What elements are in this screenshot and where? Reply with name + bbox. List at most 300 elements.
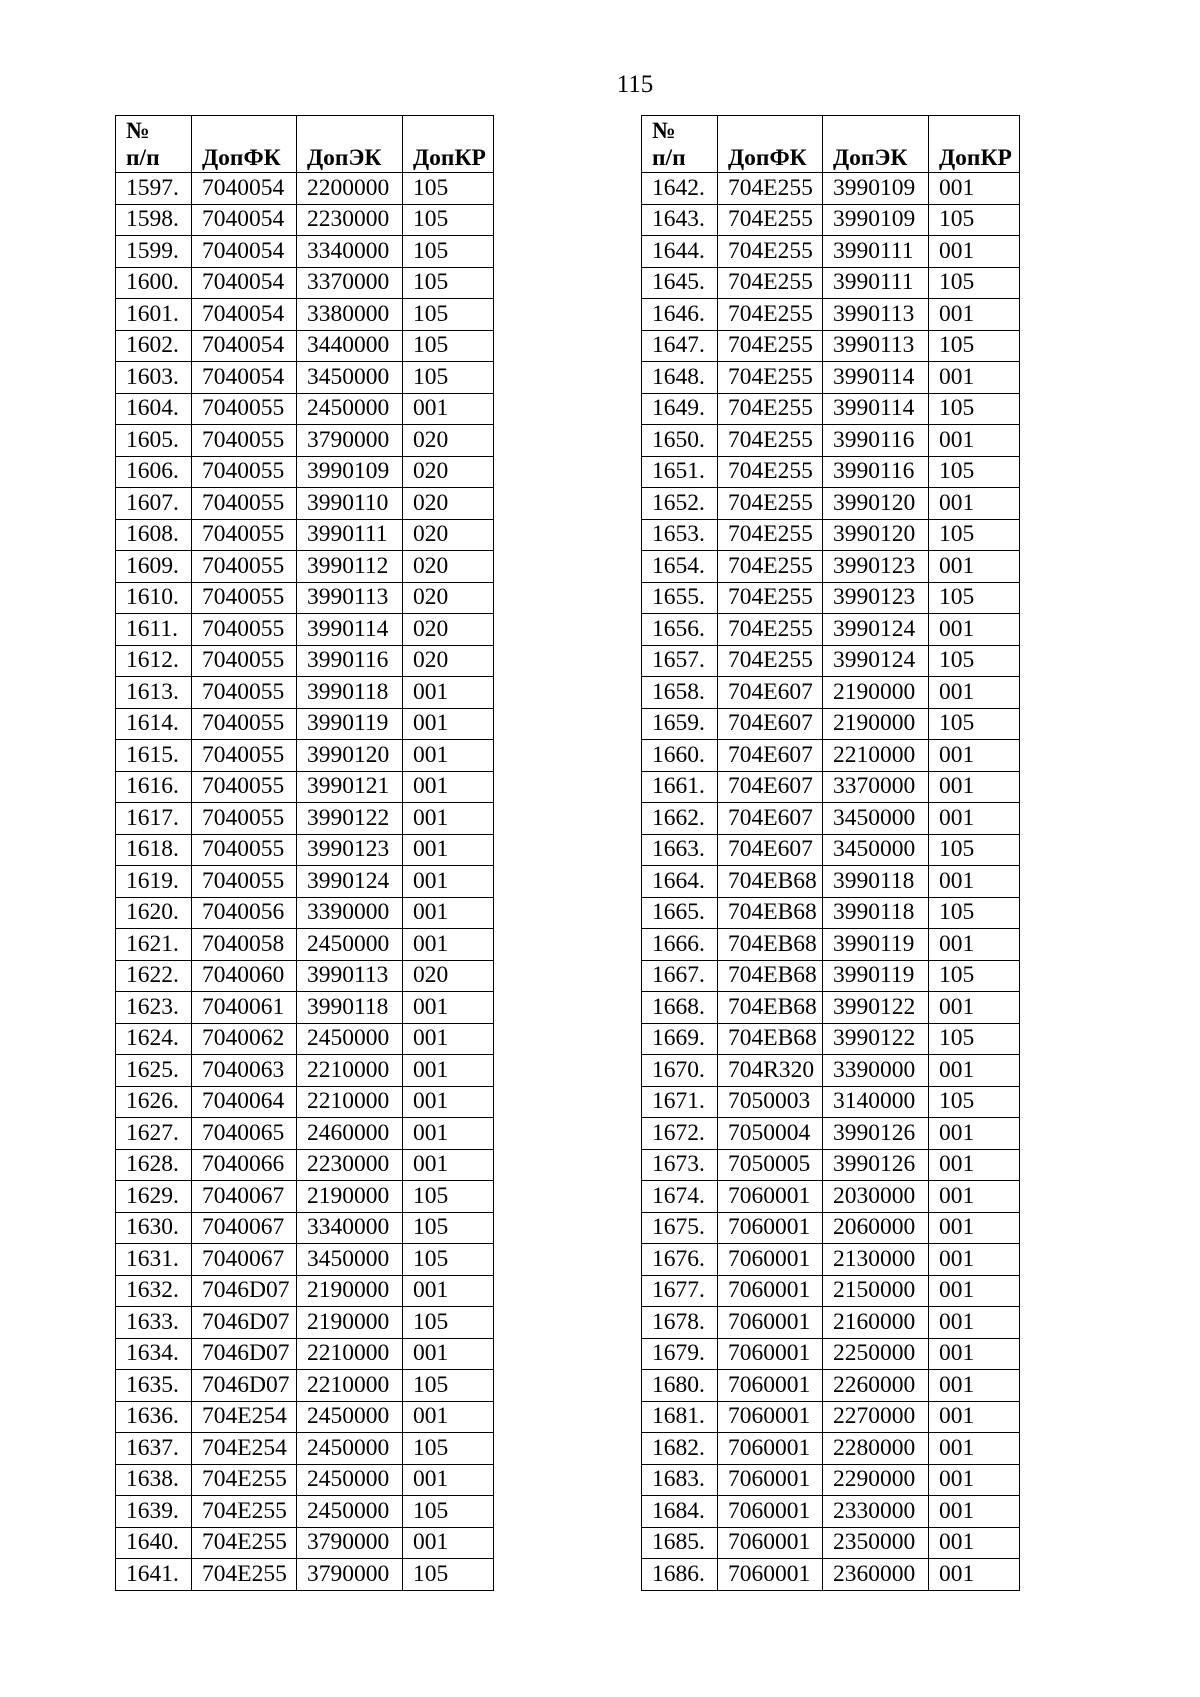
table-row bbox=[116, 1559, 494, 1591]
dop-ek-cell: 3990119 bbox=[823, 929, 929, 961]
dop-ek-cell: 2060000 bbox=[823, 1212, 929, 1244]
table-row bbox=[116, 267, 494, 299]
dop-ek-cell: 2190000 bbox=[823, 677, 929, 709]
dop-ek-cell: 3990118 bbox=[823, 866, 929, 898]
dop-fk-cell: 7040064 bbox=[192, 1086, 297, 1118]
table-row bbox=[642, 267, 1020, 299]
row-number-cell: 1681. bbox=[642, 1401, 718, 1433]
dop-ek-cell: 3390000 bbox=[823, 1055, 929, 1087]
row-number-cell: 1648. bbox=[642, 362, 718, 394]
dop-fk-cell: 704EB68 bbox=[718, 960, 823, 992]
dop-kr-cell: 001 bbox=[403, 393, 494, 425]
dop-fk-cell: 7040055 bbox=[192, 866, 297, 898]
row-number-cell: 1604. bbox=[116, 393, 192, 425]
header-num-line2: п/п bbox=[126, 145, 160, 171]
dop-ek-cell: 3990120 bbox=[823, 519, 929, 551]
row-number-cell: 1612. bbox=[116, 645, 192, 677]
dop-ek-cell: 2280000 bbox=[823, 1433, 929, 1465]
dop-ek-cell: 3450000 bbox=[297, 1244, 403, 1276]
dop-fk-cell: 7060001 bbox=[718, 1338, 823, 1370]
row-number-cell: 1653. bbox=[642, 519, 718, 551]
dop-kr-cell: 105 bbox=[929, 834, 1020, 866]
dop-ek-cell: 3990122 bbox=[823, 992, 929, 1024]
dop-kr-cell: 001 bbox=[929, 1527, 1020, 1559]
dop-fk-cell: 704E255 bbox=[718, 299, 823, 331]
dop-ek-cell: 3990124 bbox=[823, 645, 929, 677]
dop-ek-cell: 3990113 bbox=[297, 582, 403, 614]
dop-ek-cell: 2160000 bbox=[823, 1307, 929, 1339]
table-header-row bbox=[116, 116, 494, 173]
dop-kr-cell: 020 bbox=[403, 519, 494, 551]
dop-kr-cell: 105 bbox=[929, 204, 1020, 236]
dop-kr-cell: 001 bbox=[929, 1055, 1020, 1087]
dop-fk-cell: 704E607 bbox=[718, 834, 823, 866]
dop-kr-cell: 020 bbox=[403, 645, 494, 677]
dop-fk-cell: 7040055 bbox=[192, 393, 297, 425]
dop-fk-cell: 704E607 bbox=[718, 803, 823, 835]
dop-kr-cell: 105 bbox=[403, 330, 494, 362]
row-number-cell: 1661. bbox=[642, 771, 718, 803]
dop-fk-cell: 7040055 bbox=[192, 834, 297, 866]
dop-ek-cell: 2350000 bbox=[823, 1527, 929, 1559]
table-row bbox=[642, 456, 1020, 488]
dop-fk-cell: 7060001 bbox=[718, 1370, 823, 1402]
table-row bbox=[116, 1370, 494, 1402]
dop-kr-cell: 001 bbox=[929, 173, 1020, 205]
table-row bbox=[116, 771, 494, 803]
dop-kr-cell: 001 bbox=[929, 677, 1020, 709]
dop-kr-cell: 001 bbox=[403, 929, 494, 961]
dop-kr-cell: 001 bbox=[403, 677, 494, 709]
dop-ek-cell: 3990111 bbox=[823, 236, 929, 268]
dop-ek-cell: 3140000 bbox=[823, 1086, 929, 1118]
row-number-cell: 1679. bbox=[642, 1338, 718, 1370]
dop-kr-cell: 105 bbox=[403, 267, 494, 299]
dop-kr-cell: 105 bbox=[403, 1370, 494, 1402]
dop-kr-cell: 001 bbox=[403, 1023, 494, 1055]
dop-fk-cell: 704E255 bbox=[718, 488, 823, 520]
dop-fk-cell: 7040055 bbox=[192, 645, 297, 677]
header-num-line1: № bbox=[126, 118, 150, 144]
dop-ek-cell: 2450000 bbox=[297, 1023, 403, 1055]
table-row bbox=[116, 1055, 494, 1087]
table-row bbox=[642, 299, 1020, 331]
dop-fk-cell: 7040055 bbox=[192, 425, 297, 457]
dop-fk-cell: 7040055 bbox=[192, 551, 297, 583]
dop-kr-cell: 020 bbox=[403, 425, 494, 457]
row-number-cell: 1646. bbox=[642, 299, 718, 331]
row-number-cell: 1619. bbox=[116, 866, 192, 898]
row-number-cell: 1669. bbox=[642, 1023, 718, 1055]
row-number-cell: 1628. bbox=[116, 1149, 192, 1181]
dop-ek-cell: 3990113 bbox=[297, 960, 403, 992]
table-row bbox=[642, 1055, 1020, 1087]
dop-ek-cell: 3990116 bbox=[823, 456, 929, 488]
codes-table-right bbox=[641, 115, 1020, 1591]
table-row bbox=[642, 1527, 1020, 1559]
dop-kr-cell: 001 bbox=[403, 1338, 494, 1370]
dop-kr-cell: 105 bbox=[403, 236, 494, 268]
row-number-cell: 1610. bbox=[116, 582, 192, 614]
row-number-cell: 1631. bbox=[116, 1244, 192, 1276]
row-number-cell: 1644. bbox=[642, 236, 718, 268]
dop-kr-cell: 001 bbox=[929, 1464, 1020, 1496]
row-number-cell: 1600. bbox=[116, 267, 192, 299]
dop-kr-cell: 001 bbox=[929, 1212, 1020, 1244]
row-number-cell: 1664. bbox=[642, 866, 718, 898]
dop-fk-cell: 7046D07 bbox=[192, 1307, 297, 1339]
row-number-cell: 1665. bbox=[642, 897, 718, 929]
table-row bbox=[642, 1212, 1020, 1244]
dop-ek-cell: 3990119 bbox=[297, 708, 403, 740]
table-row bbox=[642, 740, 1020, 772]
row-number-cell: 1672. bbox=[642, 1118, 718, 1150]
dop-ek-cell: 2130000 bbox=[823, 1244, 929, 1276]
header-dop-kr: ДопКР bbox=[929, 116, 1020, 173]
table-row bbox=[116, 1181, 494, 1213]
dop-kr-cell: 001 bbox=[929, 740, 1020, 772]
dop-fk-cell: 7040061 bbox=[192, 992, 297, 1024]
dop-ek-cell: 3450000 bbox=[823, 834, 929, 866]
dop-kr-cell: 001 bbox=[929, 1338, 1020, 1370]
table-row bbox=[642, 1244, 1020, 1276]
dop-fk-cell: 704E255 bbox=[718, 551, 823, 583]
table-row bbox=[642, 330, 1020, 362]
dop-ek-cell: 3370000 bbox=[823, 771, 929, 803]
dop-ek-cell: 3990111 bbox=[823, 267, 929, 299]
dop-ek-cell: 3340000 bbox=[297, 1212, 403, 1244]
dop-ek-cell: 3990122 bbox=[823, 1023, 929, 1055]
dop-ek-cell: 3990116 bbox=[297, 645, 403, 677]
dop-ek-cell: 3990109 bbox=[823, 173, 929, 205]
table-row bbox=[116, 551, 494, 583]
dop-ek-cell: 2450000 bbox=[297, 1433, 403, 1465]
table-row bbox=[642, 1181, 1020, 1213]
table-row bbox=[642, 1559, 1020, 1591]
dop-kr-cell: 001 bbox=[929, 771, 1020, 803]
dop-kr-cell: 001 bbox=[403, 1275, 494, 1307]
table-row bbox=[642, 1275, 1020, 1307]
table-row bbox=[116, 1527, 494, 1559]
dop-ek-cell: 3990113 bbox=[823, 299, 929, 331]
dop-ek-cell: 3340000 bbox=[297, 236, 403, 268]
row-number-cell: 1622. bbox=[116, 960, 192, 992]
row-number-cell: 1654. bbox=[642, 551, 718, 583]
dop-fk-cell: 7040063 bbox=[192, 1055, 297, 1087]
dop-ek-cell: 2200000 bbox=[297, 173, 403, 205]
row-number-cell: 1605. bbox=[116, 425, 192, 457]
row-number-cell: 1598. bbox=[116, 204, 192, 236]
table-row bbox=[116, 1086, 494, 1118]
dop-fk-cell: 704E255 bbox=[192, 1464, 297, 1496]
header-row-number bbox=[642, 116, 718, 173]
dop-fk-cell: 704E255 bbox=[718, 614, 823, 646]
row-number-cell: 1645. bbox=[642, 267, 718, 299]
dop-ek-cell: 2230000 bbox=[297, 1149, 403, 1181]
dop-fk-cell: 7040055 bbox=[192, 614, 297, 646]
dop-kr-cell: 001 bbox=[403, 897, 494, 929]
dop-kr-cell: 105 bbox=[929, 1023, 1020, 1055]
dop-ek-cell: 2270000 bbox=[823, 1401, 929, 1433]
dop-kr-cell: 001 bbox=[929, 1559, 1020, 1591]
dop-fk-cell: 704E254 bbox=[192, 1433, 297, 1465]
dop-fk-cell: 704E255 bbox=[718, 582, 823, 614]
row-number-cell: 1599. bbox=[116, 236, 192, 268]
dop-fk-cell: 7040055 bbox=[192, 582, 297, 614]
row-number-cell: 1603. bbox=[116, 362, 192, 394]
dop-fk-cell: 704EB68 bbox=[718, 1023, 823, 1055]
row-number-cell: 1632. bbox=[116, 1275, 192, 1307]
dop-fk-cell: 7060001 bbox=[718, 1401, 823, 1433]
row-number-cell: 1597. bbox=[116, 173, 192, 205]
dop-kr-cell: 001 bbox=[929, 299, 1020, 331]
dop-kr-cell: 001 bbox=[403, 992, 494, 1024]
dop-fk-cell: 7060001 bbox=[718, 1464, 823, 1496]
dop-kr-cell: 105 bbox=[929, 960, 1020, 992]
table-row bbox=[116, 1023, 494, 1055]
dop-ek-cell: 3990112 bbox=[297, 551, 403, 583]
row-number-cell: 1607. bbox=[116, 488, 192, 520]
dop-ek-cell: 3990114 bbox=[297, 614, 403, 646]
dop-ek-cell: 3790000 bbox=[297, 1527, 403, 1559]
dop-fk-cell: 704E254 bbox=[192, 1401, 297, 1433]
dop-fk-cell: 7060001 bbox=[718, 1212, 823, 1244]
dop-fk-cell: 704E255 bbox=[718, 645, 823, 677]
dop-fk-cell: 7060001 bbox=[718, 1244, 823, 1276]
dop-ek-cell: 2210000 bbox=[297, 1338, 403, 1370]
dop-fk-cell: 704EB68 bbox=[718, 992, 823, 1024]
row-number-cell: 1685. bbox=[642, 1527, 718, 1559]
dop-fk-cell: 7060001 bbox=[718, 1307, 823, 1339]
dop-ek-cell: 3990124 bbox=[823, 614, 929, 646]
table-row bbox=[116, 393, 494, 425]
dop-fk-cell: 7040054 bbox=[192, 299, 297, 331]
dop-fk-cell: 704E255 bbox=[718, 236, 823, 268]
dop-kr-cell: 105 bbox=[929, 393, 1020, 425]
table-row bbox=[642, 992, 1020, 1024]
row-number-cell: 1671. bbox=[642, 1086, 718, 1118]
table-row bbox=[642, 173, 1020, 205]
dop-fk-cell: 704E255 bbox=[192, 1527, 297, 1559]
row-number-cell: 1652. bbox=[642, 488, 718, 520]
table-row bbox=[116, 992, 494, 1024]
table-row bbox=[642, 236, 1020, 268]
dop-kr-cell: 001 bbox=[403, 740, 494, 772]
table-row bbox=[116, 645, 494, 677]
table-row bbox=[642, 1433, 1020, 1465]
header-num-line2: п/п bbox=[652, 145, 686, 171]
row-number-cell: 1674. bbox=[642, 1181, 718, 1213]
dop-kr-cell: 105 bbox=[929, 1086, 1020, 1118]
dop-fk-cell: 7060001 bbox=[718, 1433, 823, 1465]
dop-kr-cell: 001 bbox=[929, 1370, 1020, 1402]
dop-kr-cell: 001 bbox=[929, 1275, 1020, 1307]
dop-ek-cell: 3450000 bbox=[823, 803, 929, 835]
dop-fk-cell: 7040054 bbox=[192, 173, 297, 205]
dop-fk-cell: 7040054 bbox=[192, 267, 297, 299]
row-number-cell: 1606. bbox=[116, 456, 192, 488]
table-row bbox=[642, 1307, 1020, 1339]
dop-fk-cell: 704E255 bbox=[718, 362, 823, 394]
dop-kr-cell: 001 bbox=[929, 1244, 1020, 1276]
dop-ek-cell: 3990120 bbox=[297, 740, 403, 772]
dop-kr-cell: 001 bbox=[929, 1118, 1020, 1150]
header-num-line1: № bbox=[652, 118, 676, 144]
dop-fk-cell: 704E255 bbox=[718, 519, 823, 551]
row-number-cell: 1678. bbox=[642, 1307, 718, 1339]
table-row bbox=[116, 299, 494, 331]
dop-fk-cell: 704E607 bbox=[718, 740, 823, 772]
row-number-cell: 1658. bbox=[642, 677, 718, 709]
dop-ek-cell: 2330000 bbox=[823, 1496, 929, 1528]
dop-fk-cell: 7040055 bbox=[192, 519, 297, 551]
dop-fk-cell: 7040055 bbox=[192, 488, 297, 520]
table-row bbox=[642, 488, 1020, 520]
dop-kr-cell: 105 bbox=[403, 299, 494, 331]
dop-kr-cell: 001 bbox=[403, 1464, 494, 1496]
dop-kr-cell: 001 bbox=[403, 1055, 494, 1087]
dop-fk-cell: 7040065 bbox=[192, 1118, 297, 1150]
dop-fk-cell: 7050005 bbox=[718, 1149, 823, 1181]
dop-fk-cell: 7040055 bbox=[192, 708, 297, 740]
dop-kr-cell: 020 bbox=[403, 551, 494, 583]
left-table-body bbox=[116, 173, 494, 1591]
dop-kr-cell: 105 bbox=[929, 330, 1020, 362]
dop-ek-cell: 3440000 bbox=[297, 330, 403, 362]
dop-ek-cell: 2210000 bbox=[823, 740, 929, 772]
dop-kr-cell: 001 bbox=[403, 1149, 494, 1181]
dop-ek-cell: 2290000 bbox=[823, 1464, 929, 1496]
dop-fk-cell: 7040054 bbox=[192, 362, 297, 394]
table-row bbox=[642, 1496, 1020, 1528]
row-number-cell: 1639. bbox=[116, 1496, 192, 1528]
table-row bbox=[116, 1149, 494, 1181]
table-row bbox=[642, 866, 1020, 898]
dop-kr-cell: 001 bbox=[929, 614, 1020, 646]
table-row bbox=[116, 834, 494, 866]
header-dop-kr: ДопКР bbox=[403, 116, 494, 173]
dop-kr-cell: 001 bbox=[929, 1496, 1020, 1528]
row-number-cell: 1616. bbox=[116, 771, 192, 803]
dop-fk-cell: 7040062 bbox=[192, 1023, 297, 1055]
header-dop-ek: ДопЭК bbox=[823, 116, 929, 173]
row-number-cell: 1620. bbox=[116, 897, 192, 929]
table-row bbox=[642, 551, 1020, 583]
dop-ek-cell: 2230000 bbox=[297, 204, 403, 236]
table-row bbox=[642, 897, 1020, 929]
row-number-cell: 1641. bbox=[116, 1559, 192, 1591]
dop-ek-cell: 3990110 bbox=[297, 488, 403, 520]
table-row bbox=[116, 1118, 494, 1150]
dop-ek-cell: 3990124 bbox=[297, 866, 403, 898]
row-number-cell: 1629. bbox=[116, 1181, 192, 1213]
dop-kr-cell: 105 bbox=[403, 1181, 494, 1213]
table-row bbox=[642, 803, 1020, 835]
table-row bbox=[642, 960, 1020, 992]
dop-kr-cell: 001 bbox=[929, 803, 1020, 835]
dop-fk-cell: 7040055 bbox=[192, 456, 297, 488]
dop-kr-cell: 105 bbox=[403, 1433, 494, 1465]
row-number-cell: 1650. bbox=[642, 425, 718, 457]
dop-ek-cell: 3990111 bbox=[297, 519, 403, 551]
dop-ek-cell: 2150000 bbox=[823, 1275, 929, 1307]
dop-fk-cell: 704R320 bbox=[718, 1055, 823, 1087]
dop-ek-cell: 2450000 bbox=[297, 1401, 403, 1433]
table-header-row bbox=[642, 116, 1020, 173]
table-row bbox=[116, 362, 494, 394]
dop-ek-cell: 2210000 bbox=[297, 1370, 403, 1402]
codes-table-left bbox=[115, 115, 494, 1591]
table-row bbox=[642, 519, 1020, 551]
dop-fk-cell: 704E255 bbox=[192, 1559, 297, 1591]
row-number-cell: 1655. bbox=[642, 582, 718, 614]
dop-fk-cell: 7050004 bbox=[718, 1118, 823, 1150]
dop-ek-cell: 2450000 bbox=[297, 1496, 403, 1528]
dop-ek-cell: 3790000 bbox=[297, 425, 403, 457]
table-row bbox=[642, 362, 1020, 394]
row-number-cell: 1673. bbox=[642, 1149, 718, 1181]
dop-fk-cell: 7060001 bbox=[718, 1527, 823, 1559]
row-number-cell: 1683. bbox=[642, 1464, 718, 1496]
dop-ek-cell: 3990121 bbox=[297, 771, 403, 803]
table-row bbox=[116, 1338, 494, 1370]
dop-ek-cell: 2210000 bbox=[297, 1086, 403, 1118]
dop-ek-cell: 3990119 bbox=[823, 960, 929, 992]
row-number-cell: 1686. bbox=[642, 1559, 718, 1591]
page-number: 115 bbox=[616, 71, 654, 98]
dop-fk-cell: 704E255 bbox=[718, 393, 823, 425]
right-table-body bbox=[642, 173, 1020, 1591]
dop-kr-cell: 020 bbox=[403, 456, 494, 488]
row-number-cell: 1668. bbox=[642, 992, 718, 1024]
row-number-cell: 1643. bbox=[642, 204, 718, 236]
dop-ek-cell: 2190000 bbox=[297, 1181, 403, 1213]
dop-fk-cell: 7040067 bbox=[192, 1244, 297, 1276]
table-row bbox=[642, 1370, 1020, 1402]
dop-fk-cell: 7040067 bbox=[192, 1212, 297, 1244]
dop-kr-cell: 001 bbox=[929, 866, 1020, 898]
dop-kr-cell: 001 bbox=[403, 803, 494, 835]
row-number-cell: 1684. bbox=[642, 1496, 718, 1528]
table-row bbox=[642, 1401, 1020, 1433]
row-number-cell: 1636. bbox=[116, 1401, 192, 1433]
table-row bbox=[116, 614, 494, 646]
dop-kr-cell: 105 bbox=[403, 173, 494, 205]
row-number-cell: 1637. bbox=[116, 1433, 192, 1465]
dop-ek-cell: 2450000 bbox=[297, 929, 403, 961]
dop-kr-cell: 105 bbox=[403, 1496, 494, 1528]
table-row bbox=[642, 425, 1020, 457]
dop-kr-cell: 001 bbox=[929, 1433, 1020, 1465]
dop-fk-cell: 7046D07 bbox=[192, 1370, 297, 1402]
row-number-cell: 1633. bbox=[116, 1307, 192, 1339]
dop-kr-cell: 105 bbox=[403, 204, 494, 236]
dop-fk-cell: 7060001 bbox=[718, 1181, 823, 1213]
dop-ek-cell: 3990118 bbox=[823, 897, 929, 929]
dop-fk-cell: 7040054 bbox=[192, 236, 297, 268]
dop-fk-cell: 7040055 bbox=[192, 677, 297, 709]
dop-kr-cell: 001 bbox=[929, 1181, 1020, 1213]
table-row bbox=[116, 960, 494, 992]
dop-kr-cell: 020 bbox=[403, 488, 494, 520]
table-row bbox=[116, 803, 494, 835]
dop-ek-cell: 3990126 bbox=[823, 1149, 929, 1181]
table-row bbox=[116, 1307, 494, 1339]
dop-ek-cell: 3370000 bbox=[297, 267, 403, 299]
table-row bbox=[642, 834, 1020, 866]
table-row bbox=[642, 393, 1020, 425]
row-number-cell: 1676. bbox=[642, 1244, 718, 1276]
